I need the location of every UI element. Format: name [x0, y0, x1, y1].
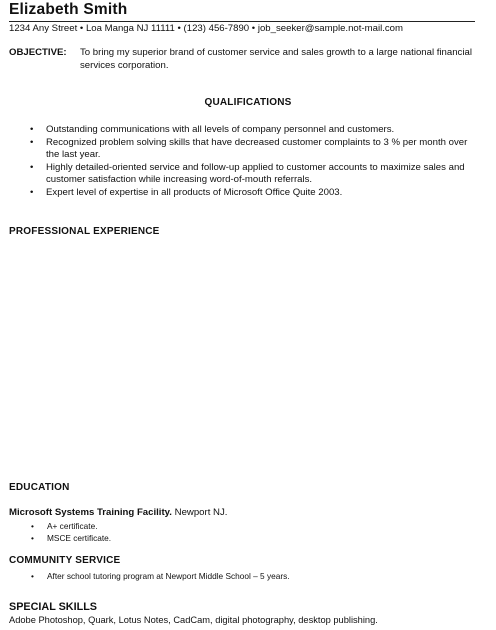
qualification-text: Highly detailed-oriented service and follow-up applied to customer accounts to maximize sales and customer satisfaction while increasing word-of-mouth referrals. — [46, 161, 465, 186]
objective-label: OBJECTIVE: — [9, 47, 67, 58]
certificate-text: A+ certificate. — [47, 521, 98, 531]
certificate-text: MSCE certificate. — [47, 533, 112, 543]
bullet-icon: • — [31, 521, 34, 531]
bullet-icon: • — [30, 124, 34, 135]
objective-text: To bring my superior brand of customer service and sales growth to a large national financial services corporation. — [80, 47, 472, 71]
list-item — [31, 570, 290, 582]
community-heading: COMMUNITY SERVICE — [9, 555, 121, 566]
qualification-text: Outstanding communications with all levels of company personnel and customers. — [46, 124, 395, 135]
education-heading: EDUCATION — [9, 482, 70, 493]
institution-name: Microsoft Systems Training Facility. — [9, 507, 172, 518]
education-list — [31, 520, 111, 544]
objective-section — [9, 46, 479, 72]
bullet-icon: • — [31, 533, 34, 543]
bullet-icon: • — [30, 186, 34, 198]
list-item — [31, 532, 111, 544]
education-institution — [9, 507, 227, 518]
skills-heading: SPECIAL SKILLS — [9, 601, 97, 613]
bullet-icon: • — [31, 571, 34, 581]
institution-location: Newport NJ. — [171, 507, 228, 518]
contact-line: 1234 Any Street • Loa Manga NJ 11111 • (123) 456-7890 • job_seeker@sample.not-mail.com — [9, 23, 404, 34]
community-list — [31, 570, 290, 582]
community-text: After school tutoring program at Newport Middle School – 5 years. — [47, 571, 290, 581]
list-item — [30, 137, 480, 162]
bullet-icon: • — [30, 136, 34, 148]
list-item — [30, 162, 480, 187]
experience-heading: PROFESSIONAL EXPERIENCE — [9, 226, 160, 237]
qualifications-list — [30, 124, 480, 200]
header-rule — [9, 21, 475, 22]
skills-text: Adobe Photoshop, Quark, Lotus Notes, CadCam, digital photography, desktop publishing. — [9, 615, 378, 625]
qualifications-heading: QUALIFICATIONS — [204, 97, 292, 108]
qualification-text: Recognized problem solving skills that have decreased customer complaints to 3 % per month over the last year. — [46, 136, 468, 161]
list-item — [30, 187, 480, 200]
qualification-text: Expert level of expertise in all products of Microsoft Office Quite 2003. — [46, 186, 343, 198]
applicant-name: Elizabeth Smith — [9, 1, 128, 18]
list-item — [31, 520, 111, 532]
list-item — [30, 124, 480, 137]
bullet-icon: • — [30, 161, 34, 173]
